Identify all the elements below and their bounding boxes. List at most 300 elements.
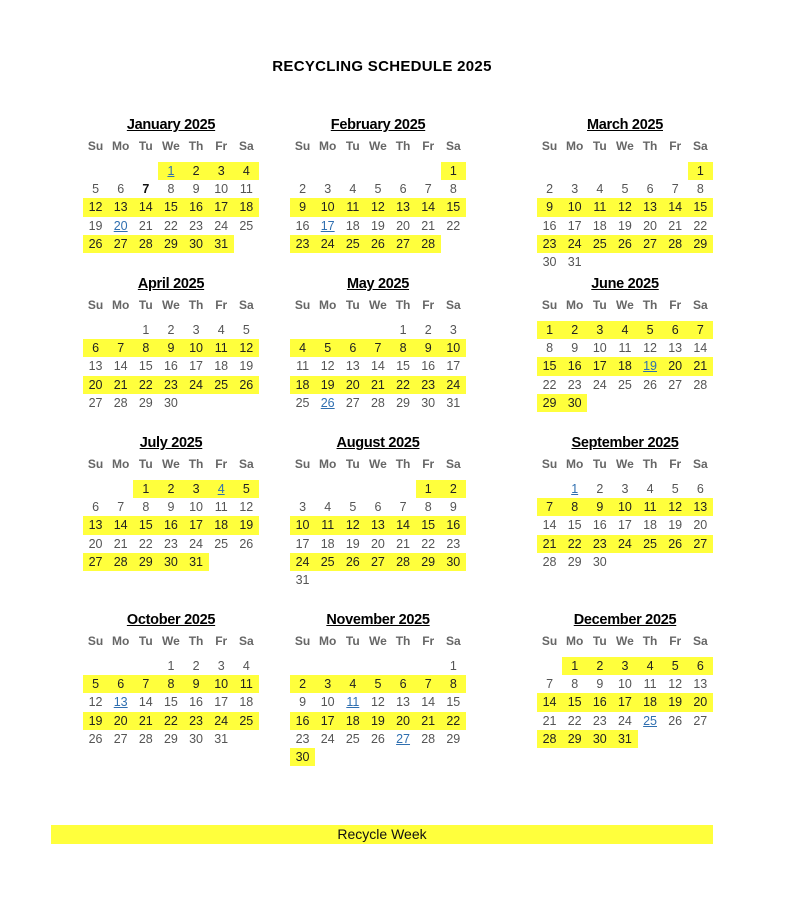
day-cell: 7 <box>142 182 150 197</box>
recycle-day-cell: 13 <box>391 198 416 216</box>
empty-day-cell <box>537 657 562 675</box>
month-calendar <box>537 611 713 748</box>
recycle-day-cell: 30 <box>158 553 183 571</box>
day-cell: 7 <box>546 677 554 692</box>
recycle-day-cell: 27 <box>83 553 108 571</box>
empty-day-cell <box>83 321 108 339</box>
recycle-day-cell: 9 <box>537 198 562 216</box>
day-cell: 5 <box>621 182 629 197</box>
day-cell: 30 <box>163 395 178 410</box>
day-cell: 9 <box>449 500 457 515</box>
week-row <box>83 339 259 357</box>
empty-day-cell <box>587 162 612 180</box>
recycle-day-cell: 2 <box>441 480 466 498</box>
weekday-label: We <box>616 634 634 648</box>
week-row <box>537 235 713 253</box>
day-cell: 16 <box>189 695 204 710</box>
weekday-label: Su <box>87 298 104 312</box>
day-cell: 8 <box>142 500 150 515</box>
weekday-label: Fr <box>215 457 228 471</box>
week-row <box>290 553 466 571</box>
recycle-day-cell: 8 <box>158 675 183 693</box>
weekday-label: Su <box>294 298 311 312</box>
recycle-day-cell: 4 <box>638 657 663 675</box>
day-cell: 15 <box>138 359 153 374</box>
recycle-day-cell: 23 <box>587 535 612 553</box>
weekday-label: Su <box>87 457 104 471</box>
weekday-header <box>537 633 713 649</box>
day-cell: 30 <box>189 731 204 746</box>
recycle-day-cell: 29 <box>133 553 158 571</box>
empty-day-cell <box>638 553 663 571</box>
day-cell: 12 <box>643 341 658 356</box>
weekday-label: Mo <box>319 457 337 471</box>
day-cell: 2 <box>546 182 554 197</box>
day-cell: 22 <box>138 536 153 551</box>
day-cell: 14 <box>693 341 708 356</box>
recycle-day-cell: 11 <box>315 516 340 534</box>
week-row <box>290 657 466 675</box>
weekday-header <box>83 138 259 154</box>
empty-day-cell <box>688 553 713 571</box>
empty-day-cell <box>290 480 315 498</box>
day-cell: 7 <box>671 182 679 197</box>
recycle-day-cell: 19 <box>365 712 390 730</box>
day-cell: 2 <box>192 659 200 673</box>
weekday-label: Tu <box>345 298 360 312</box>
weekday-label: Fr <box>422 634 435 648</box>
day-cell: 7 <box>399 500 407 515</box>
day-cell: 13 <box>113 695 128 710</box>
week-row <box>290 376 466 394</box>
recycle-day-cell: 12 <box>365 198 390 216</box>
weekday-label: Sa <box>238 457 254 471</box>
day-cell: 22 <box>542 377 557 392</box>
week-row <box>290 357 466 375</box>
weekday-label: Tu <box>345 634 360 648</box>
recycle-day-cell: 20 <box>688 693 713 711</box>
recycle-day-cell: 27 <box>638 235 663 253</box>
month-title: February 2025 <box>330 117 426 133</box>
recycle-day-cell: 1 <box>562 657 587 675</box>
recycle-day-cell: 18 <box>209 516 234 534</box>
day-cell: 23 <box>163 536 178 551</box>
day-cell: 18 <box>239 695 254 710</box>
empty-day-cell <box>587 394 612 412</box>
weekday-label: Mo <box>112 457 130 471</box>
week-row <box>83 498 259 516</box>
day-cell: 5 <box>242 323 250 337</box>
day-cell: 5 <box>349 500 357 515</box>
empty-day-cell <box>184 394 209 412</box>
day-cell: 6 <box>399 182 407 197</box>
weekday-label: Sa <box>238 139 254 153</box>
day-cell: 7 <box>117 500 125 515</box>
day-cell: 8 <box>696 182 704 197</box>
recycle-day-cell: 29 <box>537 394 562 412</box>
page-title: RECYCLING SCHEDULE 2025 <box>272 58 492 75</box>
day-cell: 16 <box>542 218 557 233</box>
day-cell: 27 <box>113 731 128 746</box>
day-cell: 21 <box>138 218 153 233</box>
day-cell: 14 <box>370 359 385 374</box>
weekday-label: Tu <box>592 634 607 648</box>
day-cell: 29 <box>138 395 153 410</box>
day-cell: 28 <box>421 731 436 746</box>
day-cell: 7 <box>424 182 432 197</box>
day-cell: 15 <box>163 695 178 710</box>
recycle-day-cell: 15 <box>688 198 713 216</box>
weekday-label: Su <box>294 139 311 153</box>
day-cell: 9 <box>299 695 307 710</box>
week-row <box>537 535 713 553</box>
week-row <box>537 730 713 748</box>
week-row <box>290 217 466 235</box>
recycle-day-cell: 30 <box>290 748 315 766</box>
day-cell: 25 <box>617 377 632 392</box>
recycle-day-cell: 9 <box>416 339 441 357</box>
day-cell: 27 <box>693 713 708 728</box>
day-cell: 1 <box>142 323 150 337</box>
recycle-day-cell: 20 <box>391 712 416 730</box>
day-cell: 14 <box>113 359 128 374</box>
recycle-day-cell: 21 <box>416 712 441 730</box>
recycle-day-cell: 18 <box>290 376 315 394</box>
recycle-day-cell: 19 <box>638 357 663 375</box>
weekday-label: We <box>369 298 387 312</box>
week-row <box>290 516 466 534</box>
day-cell: 1 <box>449 659 457 673</box>
day-cell: 20 <box>693 518 708 533</box>
day-cell: 9 <box>596 677 604 692</box>
recycle-day-cell: 14 <box>416 198 441 216</box>
recycle-day-cell: 15 <box>537 357 562 375</box>
empty-day-cell <box>108 657 133 675</box>
day-cell: 25 <box>239 218 254 233</box>
day-cell: 20 <box>113 218 128 233</box>
day-cell: 18 <box>345 218 360 233</box>
recycle-day-cell: 12 <box>612 198 637 216</box>
recycle-day-cell: 25 <box>587 235 612 253</box>
weekday-header <box>537 297 713 313</box>
recycle-day-cell: 16 <box>587 693 612 711</box>
weekday-label: Sa <box>445 634 461 648</box>
weekday-label: Mo <box>112 634 130 648</box>
recycle-day-cell: 25 <box>340 235 365 253</box>
day-cell: 10 <box>189 500 204 515</box>
week-row <box>83 480 259 498</box>
day-cell: 4 <box>242 659 250 673</box>
weekday-label: Su <box>87 634 104 648</box>
day-cell: 10 <box>592 341 607 356</box>
recycle-day-cell: 2 <box>587 657 612 675</box>
week-row <box>537 553 713 571</box>
month-title: August 2025 <box>336 435 420 451</box>
empty-day-cell <box>441 571 466 589</box>
weekday-label: We <box>616 457 634 471</box>
day-cell: 4 <box>646 482 654 496</box>
day-cell: 22 <box>693 218 708 233</box>
recycle-day-cell: 30 <box>562 394 587 412</box>
day-cell: 17 <box>214 695 229 710</box>
week-row <box>537 498 713 516</box>
empty-day-cell <box>537 480 562 498</box>
day-cell: 1 <box>167 659 175 673</box>
day-cell: 31 <box>295 572 310 587</box>
day-cell: 19 <box>239 359 254 374</box>
weekday-label: Tu <box>138 457 153 471</box>
recycle-day-cell: 24 <box>562 235 587 253</box>
empty-day-cell <box>133 657 158 675</box>
month-calendar <box>83 116 259 253</box>
recycle-day-cell: 8 <box>133 339 158 357</box>
day-cell: 9 <box>571 341 579 356</box>
day-cell: 17 <box>446 359 461 374</box>
weekday-label: Sa <box>238 634 254 648</box>
recycle-day-cell: 19 <box>83 712 108 730</box>
day-cell: 22 <box>163 218 178 233</box>
week-row <box>83 516 259 534</box>
empty-day-cell <box>209 553 234 571</box>
recycle-day-cell: 5 <box>83 675 108 693</box>
recycle-day-cell: 19 <box>663 693 688 711</box>
month-title: December 2025 <box>573 612 677 628</box>
day-cell: 8 <box>449 182 457 197</box>
week-row <box>537 321 713 339</box>
weekday-label: We <box>162 634 180 648</box>
weekday-label: Tu <box>592 139 607 153</box>
week-row <box>83 376 259 394</box>
week-row <box>537 217 713 235</box>
empty-day-cell <box>234 730 259 748</box>
recycle-day-cell: 6 <box>688 657 713 675</box>
day-cell: 13 <box>396 695 411 710</box>
recycle-day-cell: 30 <box>441 553 466 571</box>
recycle-day-cell: 2 <box>562 321 587 339</box>
empty-day-cell <box>108 480 133 498</box>
recycle-day-cell: 24 <box>315 235 340 253</box>
weekday-label: Su <box>87 139 104 153</box>
empty-day-cell <box>537 162 562 180</box>
day-cell: 14 <box>421 695 436 710</box>
recycle-day-cell: 15 <box>133 516 158 534</box>
empty-day-cell <box>663 730 688 748</box>
weekday-label: Mo <box>566 139 584 153</box>
recycle-day-cell: 16 <box>290 712 315 730</box>
recycle-day-cell: 29 <box>688 235 713 253</box>
day-cell: 11 <box>214 500 228 515</box>
recycle-day-cell: 31 <box>184 553 209 571</box>
recycle-day-cell: 23 <box>290 235 315 253</box>
empty-day-cell <box>340 571 365 589</box>
empty-day-cell <box>315 571 340 589</box>
day-cell: 2 <box>424 323 432 337</box>
weekday-label: Tu <box>345 139 360 153</box>
empty-day-cell <box>340 748 365 766</box>
recycle-day-cell: 17 <box>612 693 637 711</box>
day-cell: 24 <box>320 731 335 746</box>
recycle-day-cell: 18 <box>340 712 365 730</box>
weekday-label: Tu <box>592 298 607 312</box>
weekday-label: Mo <box>319 298 337 312</box>
day-cell: 30 <box>421 395 436 410</box>
day-cell: 24 <box>617 713 632 728</box>
empty-day-cell <box>587 253 612 271</box>
week-row <box>290 571 466 589</box>
recycle-day-cell: 27 <box>365 553 390 571</box>
empty-day-cell <box>315 162 340 180</box>
recycle-day-cell: 14 <box>133 198 158 216</box>
day-cell: 21 <box>421 218 436 233</box>
week-row <box>290 748 466 766</box>
recycle-day-cell: 30 <box>184 235 209 253</box>
day-cell: 25 <box>214 536 229 551</box>
weekday-label: Th <box>188 298 204 312</box>
weekday-label: Th <box>642 457 658 471</box>
day-cell: 20 <box>370 536 385 551</box>
empty-day-cell <box>209 394 234 412</box>
weekday-header <box>537 138 713 154</box>
day-cell: 18 <box>320 536 335 551</box>
empty-day-cell <box>108 321 133 339</box>
weekday-label: We <box>369 457 387 471</box>
day-cell: 10 <box>214 182 229 197</box>
recycle-day-cell: 26 <box>612 235 637 253</box>
empty-day-cell <box>562 162 587 180</box>
recycle-day-cell: 29 <box>158 235 183 253</box>
empty-day-cell <box>441 235 466 253</box>
empty-day-cell <box>416 657 441 675</box>
recycle-day-cell: 22 <box>391 376 416 394</box>
week-row <box>537 376 713 394</box>
recycle-day-cell: 26 <box>340 553 365 571</box>
week-row <box>83 217 259 235</box>
month-calendar <box>290 116 466 253</box>
day-cell: 29 <box>163 731 178 746</box>
weekday-label: Su <box>294 634 311 648</box>
recycle-day-cell: 15 <box>441 198 466 216</box>
empty-day-cell <box>340 321 365 339</box>
day-cell: 19 <box>88 218 103 233</box>
empty-day-cell <box>365 571 390 589</box>
week-row <box>290 480 466 498</box>
empty-day-cell <box>365 657 390 675</box>
month-calendar <box>290 434 466 589</box>
legend-label: Recycle Week <box>337 826 427 842</box>
weekday-label: Th <box>188 457 204 471</box>
recycle-day-cell: 17 <box>209 198 234 216</box>
recycle-day-cell: 23 <box>416 376 441 394</box>
weekday-label: Mo <box>319 634 337 648</box>
weekday-label: Fr <box>422 298 435 312</box>
month-calendar <box>537 116 713 271</box>
empty-day-cell <box>315 480 340 498</box>
week-row <box>83 712 259 730</box>
recycle-day-cell: 12 <box>663 498 688 516</box>
recycle-day-cell: 9 <box>184 675 209 693</box>
month-title: July 2025 <box>139 435 203 451</box>
recycle-day-cell: 26 <box>663 535 688 553</box>
day-cell: 4 <box>217 323 225 337</box>
recycle-day-cell: 11 <box>209 339 234 357</box>
week-row <box>83 693 259 711</box>
week-row <box>537 394 713 412</box>
empty-day-cell <box>612 162 637 180</box>
empty-day-cell <box>365 748 390 766</box>
weekday-header <box>83 456 259 472</box>
week-row <box>537 339 713 357</box>
day-cell: 3 <box>217 659 225 673</box>
day-cell: 12 <box>239 500 254 515</box>
day-cell: 24 <box>214 218 229 233</box>
recycle-day-cell: 18 <box>612 357 637 375</box>
day-cell: 19 <box>668 518 683 533</box>
day-cell: 27 <box>668 377 683 392</box>
day-cell: 4 <box>349 182 357 197</box>
weekday-label: Tu <box>138 634 153 648</box>
recycle-day-cell: 26 <box>365 235 390 253</box>
weekday-label: We <box>162 298 180 312</box>
day-cell: 2 <box>596 482 604 496</box>
recycle-day-cell: 20 <box>83 376 108 394</box>
month-calendar <box>290 275 466 412</box>
recycle-day-cell: 9 <box>158 339 183 357</box>
recycle-day-cell: 31 <box>209 235 234 253</box>
empty-day-cell <box>638 162 663 180</box>
recycle-day-cell: 28 <box>108 553 133 571</box>
day-cell: 15 <box>567 518 582 533</box>
empty-day-cell <box>663 162 688 180</box>
day-cell: 21 <box>542 713 557 728</box>
day-cell: 18 <box>214 359 229 374</box>
recycle-day-cell: 1 <box>688 162 713 180</box>
week-row <box>83 180 259 198</box>
recycle-day-cell: 3 <box>315 675 340 693</box>
empty-day-cell <box>391 480 416 498</box>
empty-day-cell <box>365 321 390 339</box>
month-calendar <box>537 275 713 412</box>
recycle-day-cell: 22 <box>562 535 587 553</box>
day-cell: 5 <box>92 182 100 197</box>
day-cell: 6 <box>374 500 382 515</box>
day-cell: 17 <box>320 218 335 233</box>
day-cell: 13 <box>693 677 708 692</box>
recycle-day-cell: 11 <box>340 198 365 216</box>
recycle-day-cell: 13 <box>83 516 108 534</box>
day-cell: 28 <box>113 395 128 410</box>
weekday-label: Fr <box>422 139 435 153</box>
recycle-day-cell: 26 <box>234 376 259 394</box>
day-cell: 22 <box>567 713 582 728</box>
day-cell: 20 <box>643 218 658 233</box>
recycle-day-cell: 31 <box>612 730 637 748</box>
week-row <box>537 516 713 534</box>
recycle-day-cell: 10 <box>441 339 466 357</box>
empty-day-cell <box>663 553 688 571</box>
empty-day-cell <box>290 162 315 180</box>
day-cell: 2 <box>299 182 307 197</box>
empty-day-cell <box>663 394 688 412</box>
recycle-day-cell: 27 <box>108 235 133 253</box>
day-cell: 9 <box>167 500 175 515</box>
recycle-day-cell: 15 <box>416 516 441 534</box>
day-cell: 8 <box>546 341 554 356</box>
week-row <box>290 394 466 412</box>
recycle-day-cell: 28 <box>133 235 158 253</box>
day-cell: 29 <box>396 395 411 410</box>
recycle-day-cell: 18 <box>638 693 663 711</box>
recycle-day-cell: 22 <box>158 712 183 730</box>
